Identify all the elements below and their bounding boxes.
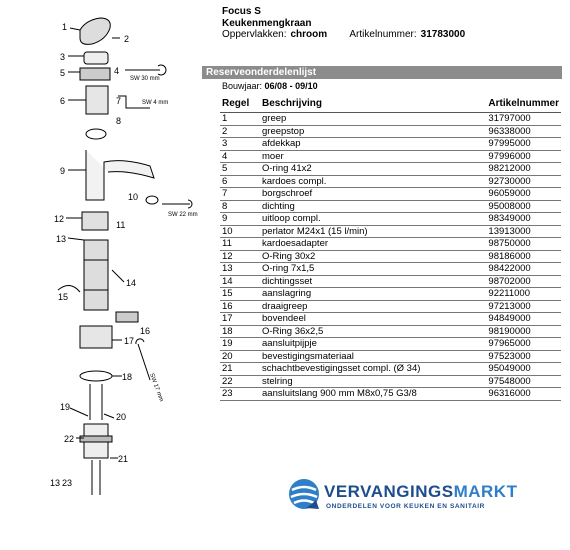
- product-subtitle: Keukenmengkraan: [222, 17, 312, 29]
- callout-16: 16: [140, 326, 151, 336]
- build-year-label: Bouwjaar:: [222, 81, 263, 91]
- regel-cell: 9: [220, 213, 260, 226]
- artikelnummer-cell: 97523000: [486, 350, 561, 363]
- article-label: Artikelnummer:: [349, 29, 417, 40]
- beschrijving-cell: aanslagring: [260, 288, 486, 301]
- table-row: [220, 313, 561, 326]
- regel-cell: 21: [220, 363, 260, 376]
- artikelnummer-cell: 97548000: [486, 375, 561, 388]
- callout-15: 15: [58, 292, 69, 302]
- beschrijving-cell: kardoesadapter: [260, 238, 486, 251]
- callout-23: 23: [62, 478, 73, 488]
- callout-10: 10: [128, 192, 139, 202]
- regel-cell: 4: [220, 150, 260, 163]
- table-row: [220, 288, 561, 301]
- regel-cell: 13: [220, 263, 260, 276]
- parts-table-header: [220, 95, 561, 113]
- product-header: [222, 6, 469, 41]
- regel-cell: 15: [220, 288, 260, 301]
- article-value: 31783000: [420, 29, 466, 40]
- beschrijving-cell: draaigreep: [260, 300, 486, 313]
- regel-cell: 1: [220, 113, 260, 126]
- part-adapter: [82, 212, 108, 230]
- table-row: [220, 113, 561, 126]
- artikelnummer-cell: 98349000: [486, 213, 561, 226]
- table-row: [220, 275, 561, 288]
- artikelnummer-cell: 92730000: [486, 175, 561, 188]
- logo-name-b: MARKT: [453, 482, 518, 501]
- regel-cell: 5: [220, 163, 260, 176]
- callout-22: 22: [64, 434, 75, 444]
- table-row: [220, 163, 561, 176]
- col-header-artikelnummer: Artikelnummer: [486, 95, 561, 113]
- table-row: [220, 250, 561, 263]
- beschrijving-cell: dichting: [260, 200, 486, 213]
- beschrijving-cell: bevestigingsmateriaal: [260, 350, 486, 363]
- beschrijving-cell: aansluitpijpje: [260, 338, 486, 351]
- artikelnummer-cell: 31797000: [486, 113, 561, 126]
- callout-2: 2: [124, 34, 130, 44]
- artikelnummer-cell: 96316000: [486, 388, 561, 401]
- beschrijving-cell: kardoes compl.: [260, 175, 486, 188]
- regel-cell: 14: [220, 275, 260, 288]
- artikelnummer-cell: 98190000: [486, 325, 561, 338]
- beschrijving-cell: borgschroef: [260, 188, 486, 201]
- regel-cell: 20: [220, 350, 260, 363]
- artikelnummer-cell: 98186000: [486, 250, 561, 263]
- callout-18: 18: [122, 372, 133, 382]
- logo-name-a: VERVANGINGS: [324, 482, 454, 501]
- regel-cell: 12: [220, 250, 260, 263]
- regel-cell: 6: [220, 175, 260, 188]
- artikelnummer-cell: 97965000: [486, 338, 561, 351]
- regel-cell: 10: [220, 225, 260, 238]
- callout-7: 7: [116, 96, 122, 106]
- callout-17: 17: [124, 336, 135, 346]
- surface-value: chroom: [290, 29, 328, 40]
- table-row: [220, 375, 561, 388]
- callout-13: 13: [56, 234, 67, 244]
- table-row: [220, 200, 561, 213]
- part-cap: [84, 52, 108, 64]
- beschrijving-cell: perlator M24x1 (15 l/min): [260, 225, 486, 238]
- regel-cell: 7: [220, 188, 260, 201]
- section-bar: Reserveonderdelenlijst: [202, 66, 562, 79]
- regel-cell: 23: [220, 388, 260, 401]
- artikelnummer-cell: 98422000: [486, 263, 561, 276]
- artikelnummer-cell: 98212000: [486, 163, 561, 176]
- beschrijving-cell: moer: [260, 150, 486, 163]
- wrench-sw22: [162, 200, 192, 208]
- artikelnummer-cell: 95049000: [486, 363, 561, 376]
- surface-label: Oppervlakken:: [222, 29, 287, 40]
- table-row: [220, 175, 561, 188]
- artikelnummer-cell: 97995000: [486, 138, 561, 151]
- beschrijving-cell: dichtingsset: [260, 275, 486, 288]
- beschrijving-cell: bovendeel: [260, 313, 486, 326]
- table-row: [220, 188, 561, 201]
- part-upper: [80, 326, 112, 348]
- beschrijving-cell: O-ring 7x1,5: [260, 263, 486, 276]
- beschrijving-cell: greepstop: [260, 125, 486, 138]
- parts-table: [220, 95, 561, 401]
- callout-8: 8: [116, 116, 122, 126]
- part-swivel: [116, 312, 138, 322]
- label-sw4: SW 4 mm: [142, 100, 169, 106]
- artikelnummer-cell: 94849000: [486, 313, 561, 326]
- vervangingsmarkt-logo: [286, 476, 536, 516]
- beschrijving-cell: O-Ring 30x2: [260, 250, 486, 263]
- part-oring: [80, 371, 112, 381]
- globe-icon: [286, 476, 322, 512]
- regel-cell: 22: [220, 375, 260, 388]
- callout-12: 12: [54, 214, 65, 224]
- callout-9: 9: [60, 166, 66, 176]
- artikelnummer-cell: 98750000: [486, 238, 561, 251]
- table-row: [220, 388, 561, 401]
- part-aerator: [146, 196, 158, 204]
- product-name: Focus S: [222, 6, 261, 17]
- beschrijving-cell: O-Ring 36x2,5: [260, 325, 486, 338]
- col-header-regel: Regel: [220, 95, 260, 113]
- label-sw30: SW 30 mm: [130, 76, 160, 82]
- regel-cell: 3: [220, 138, 260, 151]
- build-year-value: 06/08 - 09/10: [264, 81, 318, 91]
- product-meta: [222, 29, 469, 41]
- table-row: [220, 125, 561, 138]
- regel-cell: 16: [220, 300, 260, 313]
- exploded-parts-diagram: [0, 0, 200, 500]
- regel-cell: 19: [220, 338, 260, 351]
- regel-cell: 17: [220, 313, 260, 326]
- artikelnummer-cell: 96338000: [486, 125, 561, 138]
- beschrijving-cell: uitloop compl.: [260, 213, 486, 226]
- beschrijving-cell: aansluitslang 900 mm M8x0,75 G3/8: [260, 388, 486, 401]
- regel-cell: 8: [220, 200, 260, 213]
- label-sw22: SW 22 mm: [168, 212, 198, 218]
- label-sw17: SW 17 mm: [148, 372, 164, 403]
- table-row: [220, 338, 561, 351]
- table-row: [220, 363, 561, 376]
- artikelnummer-cell: 97213000: [486, 300, 561, 313]
- callout-3: 3: [60, 52, 66, 62]
- build-year: [222, 81, 318, 91]
- callout-4: 4: [114, 66, 120, 76]
- beschrijving-cell: O-ring 41x2: [260, 163, 486, 176]
- callout-11: 11: [116, 220, 126, 230]
- wrench-sw30: [125, 65, 166, 75]
- part-cartridge: [86, 86, 108, 114]
- table-row: [220, 150, 561, 163]
- beschrijving-cell: stelring: [260, 375, 486, 388]
- table-row: [220, 325, 561, 338]
- regel-cell: 11: [220, 238, 260, 251]
- table-row: [220, 350, 561, 363]
- regel-cell: 18: [220, 325, 260, 338]
- table-row: [220, 238, 561, 251]
- part-handle: [80, 18, 110, 44]
- table-row: [220, 213, 561, 226]
- artikelnummer-cell: 96059000: [486, 188, 561, 201]
- logo-tagline: ONDERDELEN VOOR KEUKEN EN SANITAIR: [326, 503, 485, 510]
- part-seal: [86, 129, 106, 139]
- beschrijving-cell: afdekkap: [260, 138, 486, 151]
- part-setring: [80, 436, 112, 442]
- part-body: [84, 240, 108, 310]
- callout-19: 19: [60, 402, 71, 412]
- artikelnummer-cell: 13913000: [486, 225, 561, 238]
- artikelnummer-cell: 92211000: [486, 288, 561, 301]
- artikelnummer-cell: 95008000: [486, 200, 561, 213]
- table-row: [220, 263, 561, 276]
- col-header-beschrijving: Beschrijving: [260, 95, 486, 113]
- callout-6: 6: [60, 96, 66, 106]
- callout-13b: 13: [50, 478, 61, 488]
- logo-name: [324, 482, 517, 502]
- callout-20: 20: [116, 412, 127, 422]
- artikelnummer-cell: 97996000: [486, 150, 561, 163]
- callout-5: 5: [60, 68, 66, 78]
- table-row: [220, 138, 561, 151]
- callout-1: 1: [62, 22, 68, 32]
- table-row: [220, 225, 561, 238]
- part-spout: [86, 150, 154, 200]
- callout-21: 21: [118, 454, 129, 464]
- parts-table-body: [220, 113, 561, 401]
- table-row: [220, 300, 561, 313]
- beschrijving-cell: greep: [260, 113, 486, 126]
- artikelnummer-cell: 98702000: [486, 275, 561, 288]
- beschrijving-cell: schachtbevestigingsset compl. (Ø 34): [260, 363, 486, 376]
- callout-14: 14: [126, 278, 137, 288]
- regel-cell: 2: [220, 125, 260, 138]
- part-nut: [80, 68, 110, 80]
